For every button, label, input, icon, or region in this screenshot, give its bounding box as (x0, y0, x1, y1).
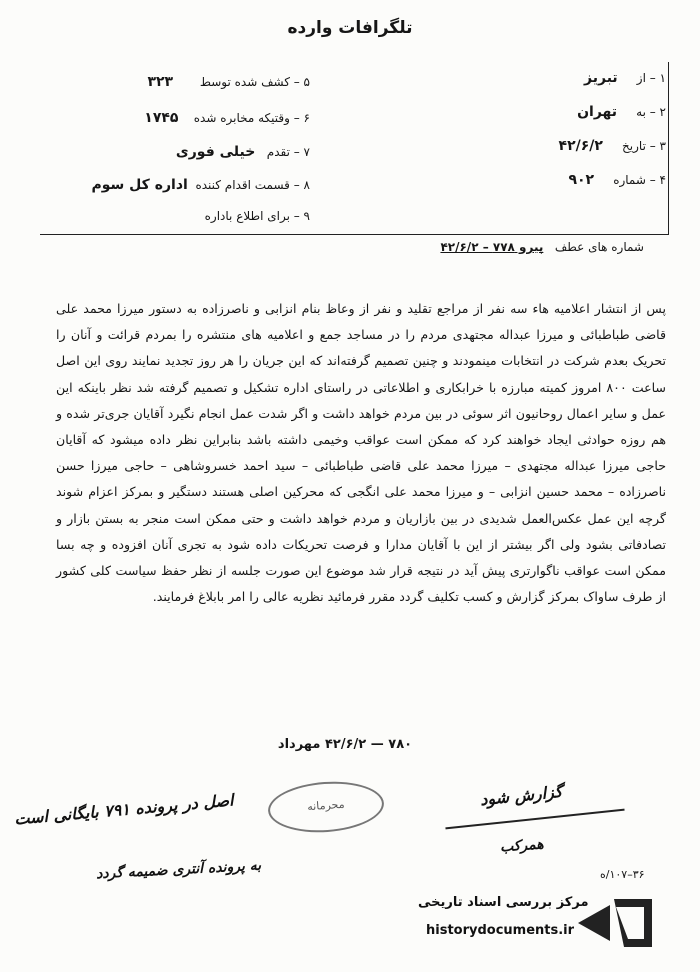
telegram-body: پس از انتشار اعلامیه هاء سه نفر از مراجع تقلید و نفر از وعاظ بنام انزابی و ناصرزاده به دستور میرزا محمد علی قاضی طباطبائی و میرزا عبداله مجتهدی مردم را در مساجد جمع و اعلامیه های منتشره را بمردم قرائت و آنان را تحریک بعدم شرکت در انتخابات مینمودند و چنین تصمیم گرفته‌اند که این جریان را هر روز تجدید نمایند روی این اصل ساعت ۸۰۰ امروز کمیته مبارزه با خرابکاری و اطلاعاتی در راستای اداره تشکیل و تصمیم گرفته شد نظر باینکه این عمل و سایر اعمال روحانیون اثر سوئی در بین مردم خواهد داشت و اگر شدت عمل انجام نگیرد آقایان جری‌تر شده و هم روزه حوادثی ایجاد خواهند کرد که ممکن است عواقب وخیمی داشته باشد بنابراین نظر داده میشود که آقایان حاجی میرزا عبداله مجتهدی – میرزا محمد علی قاضی طباطبائی – سید احمد خسروشاهی – حاجی میرزا حسن ناصرزاده – محمد حسین انزابی – و میرزا محمد علی انگجی که محرکین اصلی هستند دستگیر و بمرکز اعزام شوند گرچه این عمل عکس‌العمل شدیدی در بین بازاریان و مردم خواهد داشت و حتی ممکن است منجر به بستن بازار و تصادفاتی بشود ولی اگر بیشتر از این با آقایان مدارا و فرصت تحریکات داده شود به تجری آنان افزوده و چه بسا ممکن است عواقب ناگوارتری پیش آید در نتیجه قرار شد موضوع این صورت جلسه از نظر حفظ سیاست کلی کشور از طرف ساواک بمرکز گزارش و کسب تکلیف گردد مقرر فرمائید نظریه عالی را امر بابلاغ فرمایند. (56, 301, 666, 605)
archive-url[interactable]: historydocuments.ir (426, 923, 575, 938)
header-info-to (205, 208, 310, 224)
handwritten-report-note: گزارش شود (479, 781, 564, 810)
header-decoded-by (147, 74, 310, 90)
header-date (559, 138, 666, 154)
archive-name: مرکز بررسی اسناد تاریخی (418, 895, 589, 910)
handwritten-attach-note: به پرونده آنتری ضمیمه گردد (95, 857, 262, 883)
header-sent-time (144, 110, 310, 126)
header-action-dept-value: اداره کل سوم (91, 177, 188, 193)
header-date-label: ۳ – تاریخ (622, 139, 666, 153)
header-from-label: ۱ – از (636, 71, 666, 85)
header-number-label: ۴ – شماره (613, 173, 666, 187)
header-to-value: تهران (577, 104, 618, 120)
reference-label: شماره های عطف (554, 240, 644, 254)
page-title: تلگرافات وارده (287, 18, 413, 38)
header-number-value: ۹۰۲ (568, 172, 595, 188)
header-from (584, 70, 666, 86)
header-action-dept-label: ۸ – قسمت اقدام کننده (195, 178, 310, 192)
dateline: ۷۸۰ — ۴۲/۶/۲ مهرداد (277, 737, 413, 752)
handwritten-initials: همرکب (499, 836, 545, 856)
header-decoded-by-value: ۳۲۳ (147, 74, 174, 90)
reference-line (440, 240, 644, 254)
header-from-value: تبریز (584, 70, 618, 86)
header-date-value: ۴۲/۶/۲ (558, 138, 603, 154)
header-sent-time-value: ۱۷۴۵ (144, 110, 179, 126)
header-priority (176, 144, 310, 160)
stamp: محرمانه (266, 778, 385, 836)
footer-document-code: ۳۶–۱۰۷/ه (600, 868, 645, 881)
header-priority-label: ۷ – تقدم (266, 145, 310, 159)
header-decoded-by-label: ۵ – کشف شده توسط (199, 75, 310, 89)
reference-value: پیرو ۷۷۸ – ۴۲/۶/۲ (440, 240, 544, 254)
header-to-label: ۲ – به (636, 105, 666, 119)
header-action-dept (92, 177, 311, 193)
signature-stroke (445, 809, 624, 830)
header-priority-value: خیلی فوری (175, 144, 256, 160)
header-number (568, 172, 666, 188)
handwritten-filing-note: اصل در پرونده ۷۹۱ بایگانی است (13, 790, 235, 829)
header-info-to-label: ۹ – برای اطلاع باداره (204, 209, 310, 223)
header-sent-time-label: ۶ – وقتیکه مخابره شده (193, 111, 310, 125)
header-to (577, 104, 666, 120)
